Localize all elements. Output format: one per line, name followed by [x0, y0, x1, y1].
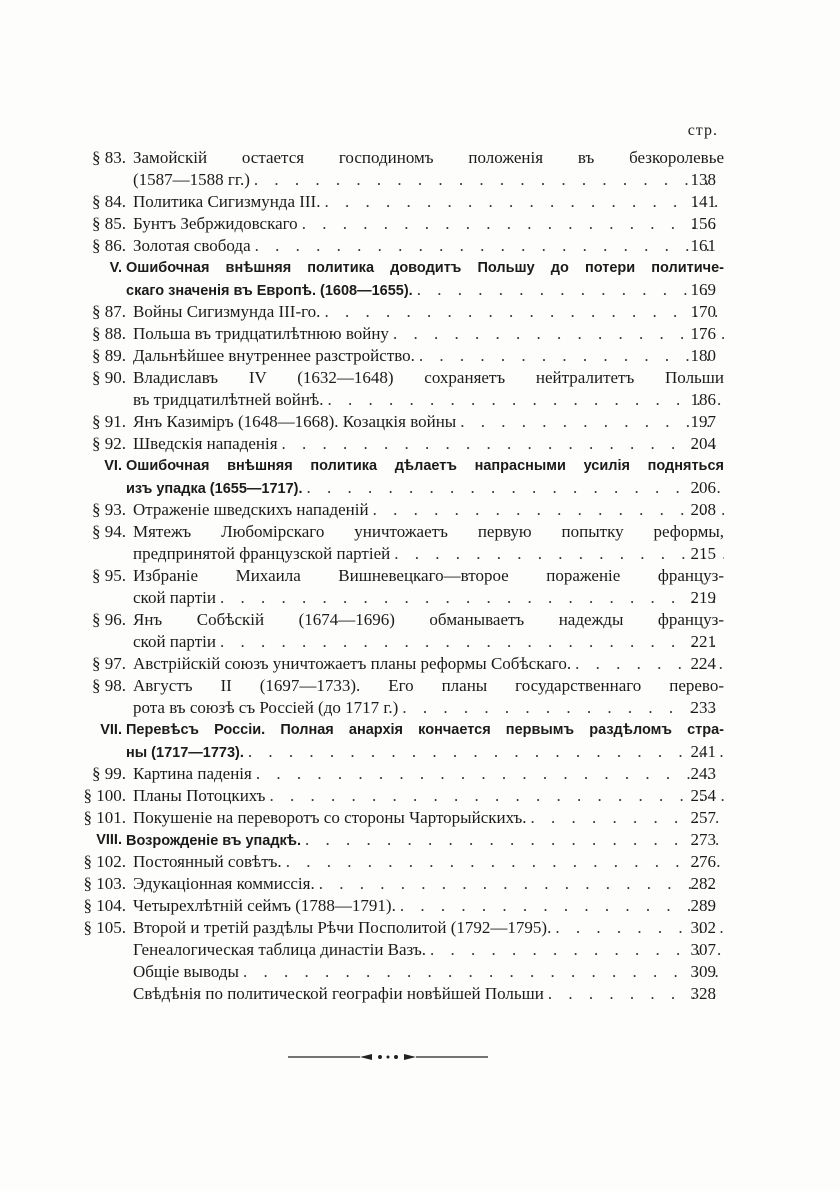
entry-title-text [133, 433, 724, 455]
section-number: § 90. [92, 368, 126, 387]
entry-title-segment: Покушеніе на переворотъ со стороны Чарторыйскихъ. [133, 808, 527, 827]
section-number: § 95. [92, 566, 126, 585]
page-number: 219 [690, 588, 716, 607]
toc-line [0, 543, 840, 565]
entry-title-text: Августъ II (1697—1733). Его планы государственнаго перево- [133, 676, 724, 695]
toc-line [0, 741, 840, 763]
toc-part-entry [0, 719, 840, 763]
page-number: 208 [690, 500, 716, 519]
entry-title-text [133, 235, 724, 257]
toc-line [0, 873, 840, 895]
entry-title-segment: Войны Сигизмунда III-го. [133, 302, 321, 321]
toc-entry [0, 565, 840, 609]
part-number: VIII. [96, 832, 122, 848]
page-number: 215 [690, 544, 716, 563]
section-number: § 91. [92, 412, 126, 431]
page-number: 170 [690, 302, 716, 321]
toc-part-entry [0, 455, 840, 499]
entry-title-segment: Второй и третій раздѣлы Рѣчи Посполитой (1792—1795). [133, 918, 552, 937]
toc-line [0, 147, 840, 169]
entry-title-text [133, 653, 724, 675]
toc-entry [0, 499, 840, 521]
toc-entry [0, 851, 840, 873]
toc-line [0, 829, 840, 851]
entry-title-text: Мятежъ Любомірскаго уничтожаетъ первую попытку реформы, [133, 522, 724, 541]
page-number: 276 [690, 852, 716, 871]
entry-title-segment: Бунтъ Зебржидовскаго [133, 214, 298, 233]
toc-line [0, 587, 840, 609]
toc-entry [0, 939, 840, 961]
entry-title-segment: Шведскія нападенія [133, 434, 278, 453]
toc-entry [0, 411, 840, 433]
leader-dots [239, 961, 724, 983]
entry-title-text: Ошибочная внѣшняя политика дѣлаетъ напрасными усилія подняться [126, 458, 724, 474]
page-number: 161 [690, 236, 716, 255]
entry-title-segment: ской партіи [133, 588, 216, 607]
page-number: 282 [690, 874, 716, 893]
toc-part-entry [0, 257, 840, 301]
entry-title-text [133, 389, 724, 411]
page-number: 141 [690, 192, 716, 211]
toc-entry [0, 609, 840, 653]
entry-title-segment: ны (1717—1773). [126, 745, 244, 761]
entry-title-text [133, 345, 724, 367]
toc-line [0, 697, 840, 719]
toc-entry [0, 763, 840, 785]
toc-entry [0, 675, 840, 719]
page-number: 302 [690, 918, 716, 937]
entry-title-text [126, 279, 724, 302]
toc-entry [0, 191, 840, 213]
entry-title-segment: Возрожденіе въ упадкѣ. [126, 833, 302, 849]
toc-line [0, 279, 840, 301]
entry-title-text [133, 631, 724, 653]
entry-title-text [133, 961, 724, 983]
page-number: 257 [690, 808, 716, 827]
page-number: 138 [690, 170, 716, 189]
toc-line [0, 719, 840, 741]
toc-line [0, 169, 840, 191]
toc-line [0, 301, 840, 323]
toc-entry [0, 367, 840, 411]
toc-line [0, 235, 840, 257]
toc-line [0, 851, 840, 873]
toc-line [0, 455, 840, 477]
page-number: 221 [690, 632, 716, 651]
page-number: 176 [690, 324, 716, 343]
table-of-contents [0, 147, 840, 1005]
entry-title-text [133, 213, 724, 235]
page-number: 180 [690, 346, 716, 365]
entry-title-text: Избраніе Михаила Вишневецкаго—второе пораженіе француз- [133, 566, 724, 585]
entry-title-text [133, 785, 724, 807]
entry-title-text [133, 301, 724, 323]
toc-line [0, 609, 840, 631]
entry-title-text: Перевѣсъ Россіи. Полная анархія кончается первымъ раздѣломъ стра- [126, 722, 724, 738]
entry-title-text [133, 169, 724, 191]
entry-title-segment: ской партіи [133, 632, 216, 651]
page-number: 204 [690, 434, 716, 453]
section-number: § 93. [92, 500, 126, 519]
section-number: § 85. [92, 214, 126, 233]
toc-entry [0, 895, 840, 917]
page-number: 328 [690, 984, 716, 1003]
page-number: 307 [690, 940, 716, 959]
entry-title-segment: Общіе выводы [133, 962, 239, 981]
page-number: 206 [690, 478, 716, 497]
entry-title-segment: Картина паденія [133, 764, 252, 783]
closing-ornament [288, 1051, 488, 1063]
toc-entry [0, 433, 840, 455]
entry-title-segment: Постоянный совѣтъ. [133, 852, 282, 871]
section-number: § 83. [92, 148, 126, 167]
entry-title-text [133, 697, 724, 719]
page-number: 241 [690, 742, 716, 761]
toc-line [0, 807, 840, 829]
entry-title-segment: Политика Сигизмунда III. [133, 192, 321, 211]
toc-line [0, 653, 840, 675]
entry-title-text [133, 323, 724, 345]
toc-line [0, 939, 840, 961]
section-number: § 104. [83, 896, 126, 915]
entry-title-segment: Янъ Казиміръ (1648—1668). Козацкія войны [133, 412, 457, 431]
page-number: 186 [690, 390, 716, 409]
entry-title-segment: Планы Потоцкихъ [133, 786, 266, 805]
toc-entry [0, 147, 840, 191]
entry-title-text [133, 895, 724, 917]
section-number: § 98. [92, 676, 126, 695]
entry-title-text: Владиславъ IV (1632—1648) сохраняетъ нейтралитетъ Польши [133, 368, 724, 387]
entry-title-segment: Отраженіе шведскихъ нападеній [133, 500, 369, 519]
entry-title-text [133, 983, 724, 1005]
toc-line [0, 323, 840, 345]
entry-title-text [133, 543, 724, 565]
entry-title-segment: Австрійскій союзъ уничтожаетъ планы реформы Собѣскаго. [133, 654, 572, 673]
toc-entry [0, 983, 840, 1005]
section-number: § 103. [83, 874, 126, 893]
entry-title-segment: Золотая свобода [133, 236, 251, 255]
part-number: VII. [100, 722, 122, 738]
entry-title-segment: изъ упадка (1655—1717). [126, 481, 303, 497]
section-number: § 89. [92, 346, 126, 365]
toc-entry [0, 873, 840, 895]
entry-title-segment: Польша въ тридцатилѣтнюю войну [133, 324, 389, 343]
entry-title-segment: Эдукаціонная коммиссія. [133, 874, 315, 893]
section-number: § 84. [92, 192, 126, 211]
page-number: 197 [690, 412, 716, 431]
leader-dots [216, 587, 724, 609]
page-number: 156 [690, 214, 716, 233]
page-number: 224 [690, 654, 716, 673]
toc-entry [0, 301, 840, 323]
entry-title-segment: рота въ союзѣ съ Россіей (до 1717 г.) [133, 698, 399, 717]
entry-title-text [133, 851, 724, 873]
page-number: 289 [690, 896, 716, 915]
page-number: 309 [690, 962, 716, 981]
toc-line [0, 213, 840, 235]
section-number: § 87. [92, 302, 126, 321]
entry-title-segment: въ тридцатилѣтней войнѣ. [133, 390, 324, 409]
page-number: 169 [690, 280, 716, 299]
entry-title-text [133, 191, 724, 213]
entry-title-text [133, 587, 724, 609]
leader-dots [250, 169, 724, 191]
page-number: 243 [690, 764, 716, 783]
page-column-label: стр. [687, 122, 718, 139]
entry-title-text: Замойскій остается господиномъ положенія въ безкоролевье [133, 148, 724, 167]
entry-title-text [126, 741, 724, 764]
page-number: 273 [690, 830, 716, 849]
section-number: § 105. [83, 918, 126, 937]
entry-title-segment: Дальнѣйшее внутреннее разстройство. [133, 346, 415, 365]
entry-title-segment: предпринятой французской партіей [133, 544, 391, 563]
entry-title-text: Ошибочная внѣшняя политика доводитъ Польшу до потери политиче- [126, 260, 724, 276]
toc-line [0, 895, 840, 917]
section-number: § 86. [92, 236, 126, 255]
toc-line [0, 257, 840, 279]
toc-entry [0, 653, 840, 675]
part-number: V. [109, 260, 122, 276]
toc-line [0, 917, 840, 939]
entry-title-text [126, 477, 724, 500]
toc-entry [0, 785, 840, 807]
entry-title-text [133, 917, 724, 939]
leader-dots [252, 763, 724, 785]
toc-line [0, 499, 840, 521]
page-number: 233 [690, 698, 716, 717]
section-number: § 100. [83, 786, 126, 805]
section-number: § 94. [92, 522, 126, 541]
entry-title-text [133, 807, 724, 829]
section-number: § 92. [92, 434, 126, 453]
section-number: § 99. [92, 764, 126, 783]
toc-line [0, 433, 840, 455]
toc-entry [0, 323, 840, 345]
part-number: VI. [104, 458, 122, 474]
toc-line [0, 521, 840, 543]
entry-title-segment: Четырехлѣтній сеймъ (1788—1791). [133, 896, 396, 915]
toc-line [0, 631, 840, 653]
toc-entry [0, 961, 840, 983]
toc-line [0, 389, 840, 411]
toc-line [0, 345, 840, 367]
toc-line [0, 961, 840, 983]
toc-line [0, 477, 840, 499]
toc-entry [0, 521, 840, 565]
section-number: § 102. [83, 852, 126, 871]
entry-title-segment: Генеалогическая таблица династіи Вазъ. [133, 940, 427, 959]
toc-entry [0, 345, 840, 367]
entry-title-segment: (1587—1588 гг.) [133, 170, 250, 189]
entry-title-segment: скаго значенія въ Европѣ. (1608—1655). [126, 283, 413, 299]
entry-title-text: Янъ Собѣскій (1674—1696) обманываетъ надежды француз- [133, 610, 724, 629]
entry-title-text [133, 873, 724, 895]
toc-entry [0, 917, 840, 939]
toc-line [0, 983, 840, 1005]
section-number: § 101. [83, 808, 126, 827]
entry-title-segment: Свѣдѣнія по политической географіи новѣйшей Польши [133, 984, 544, 1003]
toc-line [0, 675, 840, 697]
entry-title-text [133, 763, 724, 785]
leader-dots [251, 235, 724, 257]
toc-line [0, 565, 840, 587]
toc-line [0, 411, 840, 433]
entry-title-text [133, 939, 724, 961]
toc-line [0, 367, 840, 389]
toc-entry [0, 213, 840, 235]
toc-part-entry [0, 829, 840, 851]
entry-title-text [133, 499, 724, 521]
section-number: § 97. [92, 654, 126, 673]
section-number: § 96. [92, 610, 126, 629]
entry-title-text [133, 411, 724, 433]
page-number: 254 [690, 786, 716, 805]
leader-dots [244, 741, 724, 763]
toc-entry [0, 235, 840, 257]
toc-line [0, 763, 840, 785]
leader-dots [216, 631, 724, 653]
entry-title-text [126, 829, 724, 852]
toc-line [0, 785, 840, 807]
toc-entry [0, 807, 840, 829]
section-number: § 88. [92, 324, 126, 343]
toc-line [0, 191, 840, 213]
